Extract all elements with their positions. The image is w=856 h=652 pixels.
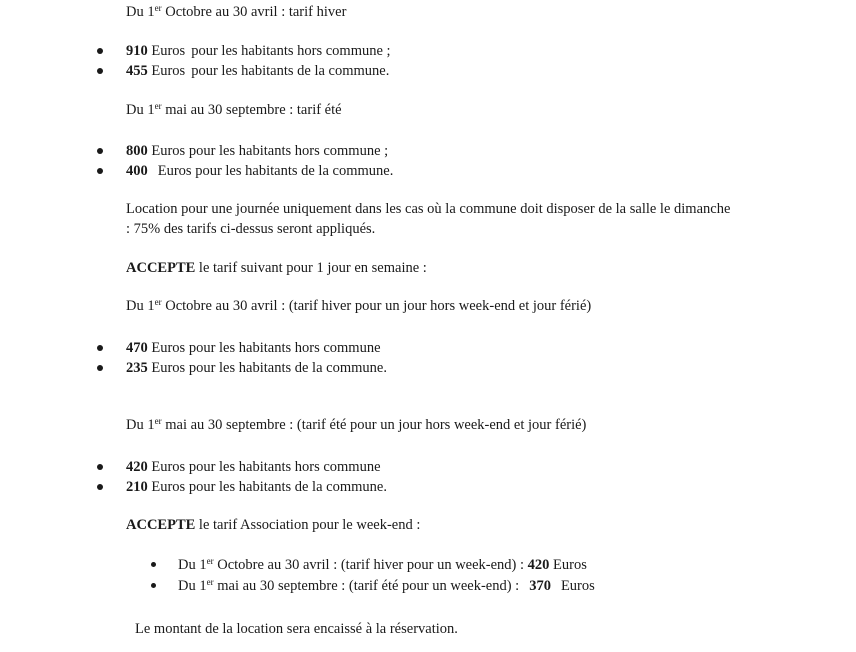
bullet-icon (151, 583, 156, 588)
period-summer-sup: er (154, 101, 162, 111)
weekday-summer-prefix: Du 1 (126, 417, 155, 433)
rate-description: Euros pour les habitants de la commune. (157, 163, 394, 179)
weekday-winter-prefix: Du 1 (126, 298, 155, 314)
accept-association-heading (126, 516, 420, 534)
rate-description: pour les habitants hors commune ; (191, 43, 391, 59)
period-winter-rest: Octobre au 30 avril : tarif hiver (161, 4, 347, 20)
list-item (126, 62, 389, 80)
rate-unit: Euros (549, 557, 587, 573)
rate-amount: 470 (126, 340, 148, 356)
rate-description: Euros pour les habitants de la commune. (147, 479, 387, 495)
accept-weekday-text: le tarif suivant pour 1 jour en semaine : (195, 260, 427, 276)
accept-keyword: ACCEPTE (126, 260, 196, 276)
rate-amount: 420 (126, 459, 148, 475)
closing-note: Le montant de la location sera encaissé à la réservation. (135, 621, 458, 637)
list-item (178, 556, 587, 574)
period-summer-prefix: Du 1 (126, 102, 155, 118)
rate-amount: 370 (529, 578, 551, 594)
association-rate-description: Octobre au 30 avril : (tarif hiver pour un week-end) : (213, 557, 528, 573)
rate-amount: 455 (126, 63, 148, 79)
list-item (126, 478, 387, 496)
bullet-icon (97, 365, 103, 371)
rate-amount: 210 (126, 479, 148, 495)
period-summer-rest: mai au 30 septembre : tarif été (161, 102, 342, 118)
weekday-winter-rest: Octobre au 30 avril : (tarif hiver pour un jour hors week-end et jour férié) (161, 298, 592, 314)
rate-description: Euros pour les habitants de la commune. (147, 360, 387, 376)
rate-description: Euros pour les habitants hors commune (147, 340, 381, 356)
bullet-icon (97, 48, 103, 54)
association-rate-sup: er (206, 556, 214, 566)
list-item (126, 359, 387, 377)
rate-amount: 235 (126, 360, 148, 376)
weekday-winter-sup: er (154, 297, 162, 307)
list-item (126, 42, 391, 60)
period-winter-heading (126, 3, 346, 21)
list-item (178, 577, 595, 595)
rate-description: Euros pour les habitants hors commune (147, 459, 381, 475)
rate-amount: 800 (126, 143, 148, 159)
bullet-icon (97, 168, 103, 174)
rate-unit: Euros (151, 43, 186, 59)
period-winter-prefix: Du 1 (126, 4, 155, 20)
period-winter-sup: er (154, 3, 162, 13)
association-rate-description: mai au 30 septembre : (tarif été pour un week-end) : (213, 578, 520, 594)
rate-unit: Euros (560, 578, 595, 594)
period-summer-heading (126, 101, 342, 119)
sunday-note-line-2: : 75% des tarifs ci-dessus seront appliqués. (126, 221, 376, 237)
bullet-icon (97, 345, 103, 351)
rate-amount: 420 (527, 557, 550, 573)
rate-amount: 910 (126, 43, 148, 59)
rate-amount: 400 (126, 163, 148, 179)
accept-association-text: le tarif Association pour le week-end : (195, 517, 421, 533)
bullet-icon (151, 562, 156, 567)
list-item (126, 162, 393, 180)
list-item (126, 142, 388, 160)
association-rate-prefix: Du 1 (178, 578, 207, 594)
weekday-summer-rest: mai au 30 septembre : (tarif été pour un jour hors week-end et jour férié) (161, 417, 587, 433)
accept-keyword: ACCEPTE (126, 517, 196, 533)
weekday-summer-heading (126, 416, 586, 434)
weekday-summer-sup: er (154, 416, 162, 426)
weekday-winter-heading (126, 297, 591, 315)
bullet-icon (97, 148, 103, 154)
rate-description: Euros pour les habitants hors commune ; (147, 143, 389, 159)
bullet-icon (97, 484, 103, 490)
list-item (126, 458, 381, 476)
rate-description: pour les habitants de la commune. (191, 63, 390, 79)
rate-unit: Euros (151, 63, 186, 79)
association-rate-prefix: Du 1 (178, 557, 207, 573)
bullet-icon (97, 464, 103, 470)
list-item (126, 339, 381, 357)
accept-weekday-heading (126, 259, 427, 277)
sunday-note-line-1: Location pour une journée uniquement dans les cas où la commune doit disposer de la salle le dimanche (126, 201, 731, 217)
bullet-icon (97, 68, 103, 74)
association-rate-sup: er (206, 577, 214, 587)
